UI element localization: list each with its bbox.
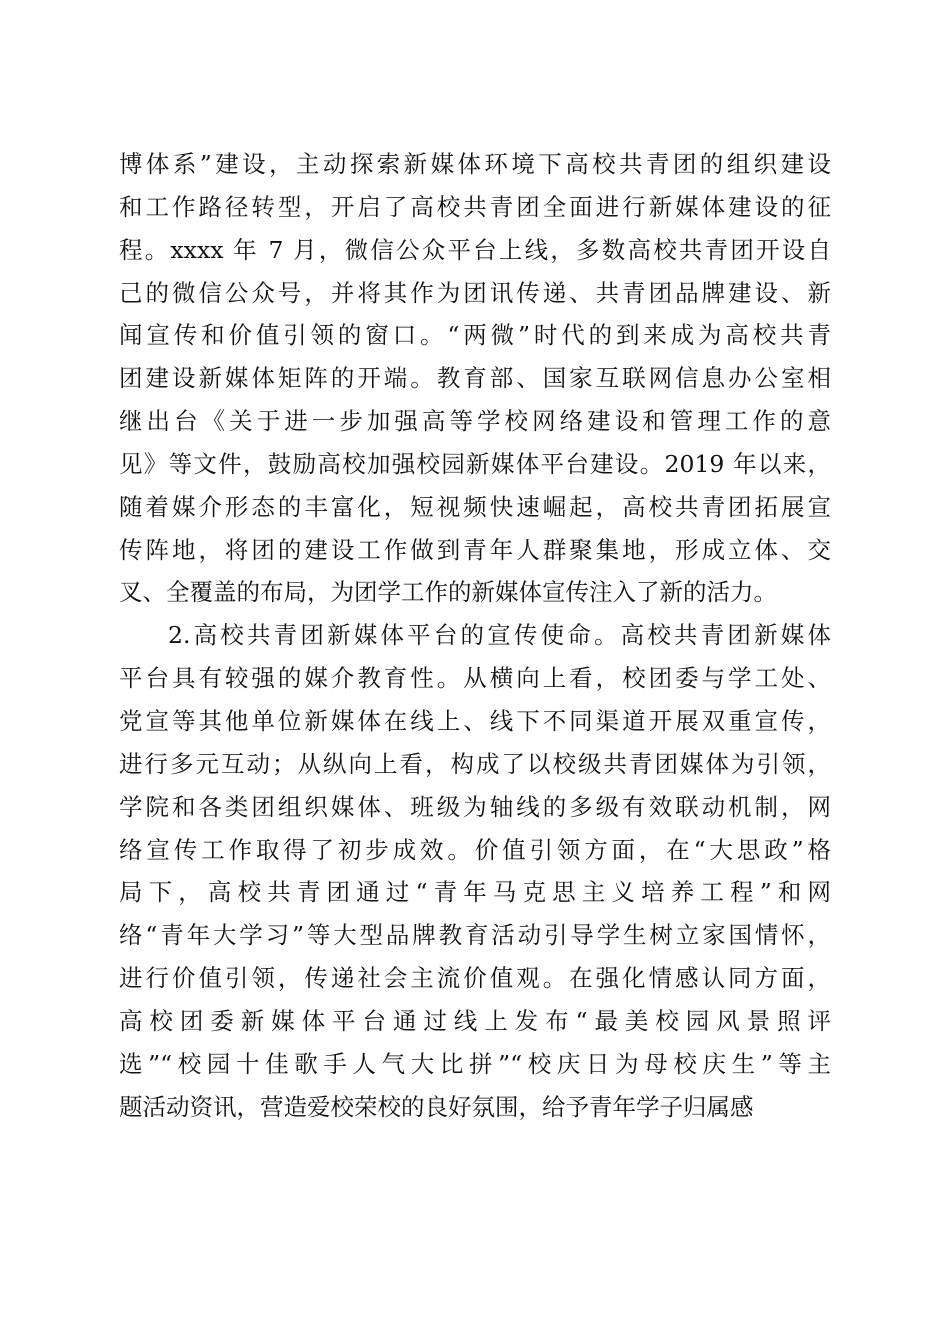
text-line: 进行多元互动；从纵向上看，构成了以校级共青团媒体为引领， (119, 749, 831, 778)
text-line: 局下，高校共青团通过“青年马克思主义培养工程”和网 (119, 878, 831, 907)
text-line: 党宣等其他单位新媒体在线上、线下不同渠道开展双重宣传， (119, 706, 831, 735)
text-line: 见》等文件，鼓励高校加强校园新媒体平台建设。2019 年以来， (119, 449, 831, 478)
text-line: 团建设新媒体矩阵的开端。教育部、国家互联网信息办公室相 (119, 364, 831, 393)
text-line: 络“青年大学习”等大型品牌教育活动引导学生树立家国情怀， (119, 921, 831, 950)
text-line: 己的微信公众号，并将其作为团讯传递、共青团品牌建设、新 (119, 278, 831, 307)
text-line: 络宣传工作取得了初步成效。价值引领方面，在“大思政”格 (119, 835, 831, 864)
text-line: 闻宣传和价值引领的窗口。“两微”时代的到来成为高校共青 (119, 321, 831, 350)
text-line: 程。xxxx 年 7 月，微信公众平台上线，多数高校共青团开设自 (119, 235, 831, 264)
text-line: 选”“校园十佳歌手人气大比拼”“校庆日为母校庆生”等主 (119, 1049, 831, 1078)
text-line: 博体系”建设，主动探索新媒体环境下高校共青团的组织建设 (119, 150, 831, 178)
text-line: 叉、全覆盖的布局，为团学工作的新媒体宣传注入了新的活力。 (119, 578, 777, 607)
body-text (119, 143, 831, 1128)
text-line: 平台具有较强的媒介教育性。从横向上看，校团委与学工处、 (119, 664, 831, 693)
paragraph-heading-line: 2.高校共青团新媒体平台的宣传使命。高校共青团新媒体 (168, 621, 831, 650)
text-line: 随着媒介形态的丰富化，短视频快速崛起，高校共青团拓展宣 (119, 492, 831, 521)
text-line: 高校团委新媒体平台通过线上发布“最美校园风景照评 (119, 1006, 831, 1035)
text-line: 继出台《关于进一步加强高等学校网络建设和管理工作的意 (119, 407, 831, 436)
text-line: 进行价值引领，传递社会主流价值观。在强化情感认同方面， (119, 964, 831, 993)
text-line: 学院和各类团组织媒体、班级为轴线的多级有效联动机制，网 (119, 792, 831, 821)
text-line: 题活动资讯，营造爱校荣校的良好氛围，给予青年学子归属感 (119, 1092, 754, 1121)
text-line: 传阵地，将团的建设工作做到青年人群聚集地，形成立体、交 (119, 535, 831, 564)
text-line: 和工作路径转型，开启了高校共青团全面进行新媒体建设的征 (119, 192, 831, 221)
